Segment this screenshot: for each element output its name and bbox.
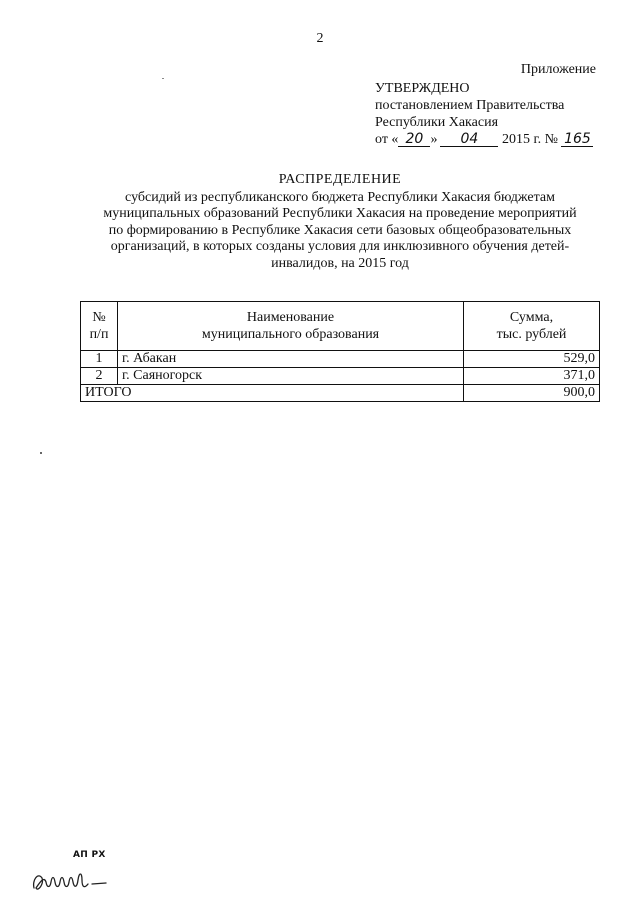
title-line: по формированию в Республике Хакасия сети базовых общеобразовательных: [108, 222, 572, 238]
title-line: субсидий из республиканского бюджета Республики Хакасия бюджетам: [125, 189, 555, 205]
row-number: 2: [81, 368, 118, 385]
decree-month: 04: [440, 132, 498, 147]
table-row: [81, 351, 600, 368]
table-total-row: [81, 385, 600, 402]
row-name: г. Абакан: [118, 351, 464, 368]
title-heading: РАСПРЕДЕЛЕНИЕ: [278, 172, 402, 187]
total-label: ИТОГО: [81, 385, 464, 402]
row-name: г. Саяногорск: [118, 368, 464, 385]
approved-label: УТВЕРЖДЕНО: [375, 81, 470, 96]
table-header-row: [81, 302, 600, 351]
decree-number: 165: [561, 132, 593, 147]
scan-speck: [162, 78, 164, 79]
republic-label: Республики Хакасия: [375, 115, 499, 130]
handwritten-signature: [30, 858, 120, 898]
date-prefix: от «: [375, 132, 399, 147]
row-sum: 529,0: [464, 351, 600, 368]
subsidies-table: [80, 301, 600, 402]
total-sum: 900,0: [464, 385, 600, 402]
title-line: муниципальных образований Республики Хакасия на проведение мероприятий: [103, 206, 577, 221]
header-name: Наименование муниципального образования: [118, 302, 464, 351]
date-close: »: [430, 132, 438, 147]
decree-date-line: [375, 131, 593, 148]
row-number: 1: [81, 351, 118, 368]
table-row: [81, 368, 600, 385]
approval-block: [375, 80, 593, 148]
appendix-label: Приложение: [520, 62, 596, 77]
decree-year: 2015 г. №: [501, 132, 558, 147]
decree-day: 20: [398, 132, 430, 147]
scan-speck: [40, 452, 42, 454]
title-line: организаций, в которых созданы условия для инклюзивного обучения детей-: [110, 239, 570, 254]
stamp-label: АП РХ: [73, 850, 106, 860]
page-number: 2: [316, 31, 324, 46]
document-title: [80, 172, 600, 272]
header-number: № п/п: [81, 302, 118, 351]
decree-label: постановлением Правительства: [375, 98, 565, 113]
header-sum: Сумма, тыс. рублей: [464, 302, 600, 351]
row-sum: 371,0: [464, 368, 600, 385]
title-line: инвалидов, на 2015 год: [271, 255, 409, 271]
